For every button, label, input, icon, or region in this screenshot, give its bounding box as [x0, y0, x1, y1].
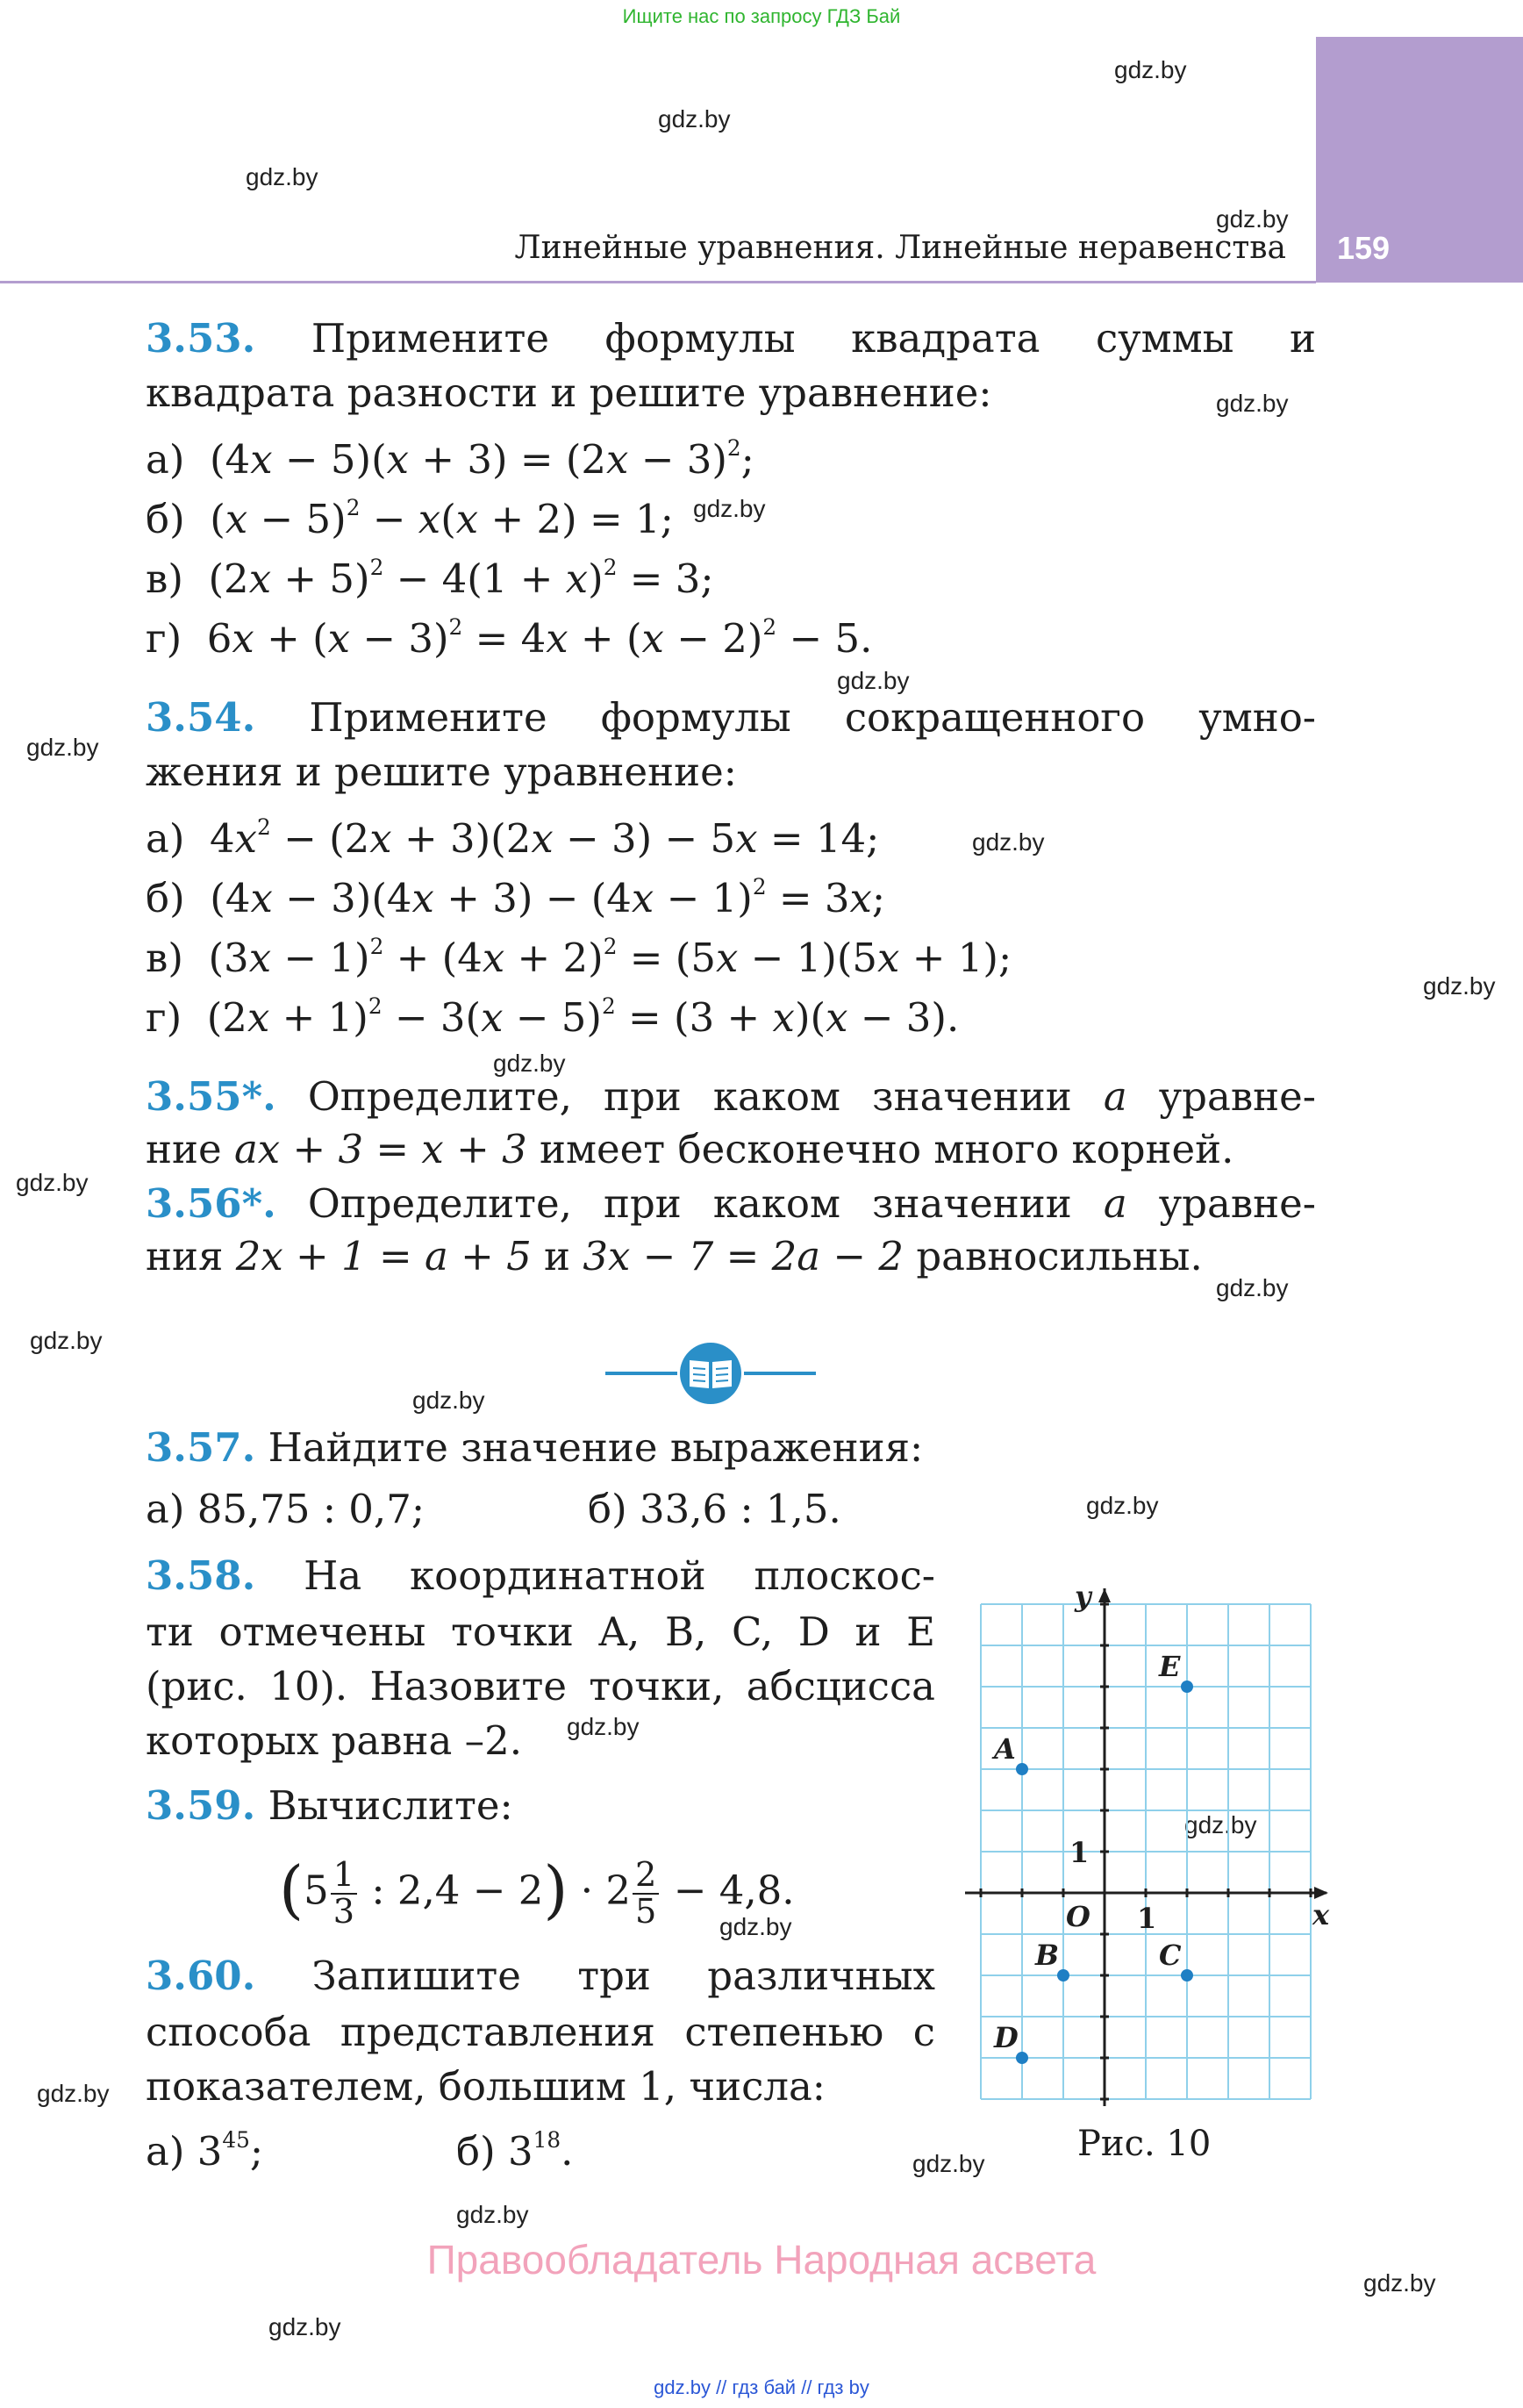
top-banner[interactable]: Ищите нас по запросу ГДЗ Бай	[622, 5, 901, 27]
point-c	[1181, 1969, 1193, 1982]
problem-number: 3.58.	[146, 1552, 256, 1599]
watermark: gdz.by	[1216, 205, 1289, 233]
expr-part: · 2	[580, 1867, 632, 1914]
expr-part: 5	[304, 1867, 329, 1914]
problem-3-58-text-3: (рис. 10). Назовите точки, абсцисса	[146, 1663, 935, 1709]
problem-3-54-text-2: жения и решите уравнение:	[146, 749, 737, 795]
equation-d: г) $6x + (x - 3)^2 = 4x + (x - 2)^2 - 5$.	[146, 614, 873, 662]
watermark: gdz.by	[693, 495, 766, 522]
watermark: gdz.by	[26, 734, 99, 761]
footer-links[interactable]: gdz.by // гдз бай // гдз by	[654, 2376, 869, 2398]
problem-text: Примените формулы квадрата суммы и	[311, 315, 1316, 362]
watermark: gdz.by	[456, 2201, 529, 2228]
problem-text: равносильны.	[916, 1233, 1203, 1279]
problem-3-53-text	[146, 312, 1316, 365]
point-a	[1016, 1763, 1028, 1775]
point-label-e: E	[1159, 1650, 1181, 1683]
problem-text: имеет бесконечно много корней.	[540, 1126, 1234, 1172]
problem-3-56-text-2	[146, 1230, 1203, 1283]
coordinate-plane-figure	[965, 1580, 1330, 2115]
equation: 3x − 7 = 2a − 2	[583, 1233, 905, 1279]
problem-number: 3.55*.	[146, 1073, 276, 1120]
problem-3-60-text-2: способа представления степенью с	[146, 2009, 935, 2055]
watermark: gdz.by	[1184, 1811, 1257, 1838]
problem-text: уравне-	[1158, 1180, 1316, 1227]
header-rule	[0, 281, 1316, 283]
problem-number: 3.54.	[146, 694, 256, 741]
figure-caption: Рис. 10	[1077, 2124, 1212, 2164]
problem-text: Найдите значение выражения:	[268, 1424, 924, 1471]
watermark: gdz.by	[912, 2150, 985, 2177]
problem-text: уравне-	[1158, 1073, 1316, 1120]
x-unit-label: 1	[1137, 1902, 1157, 1935]
watermark: gdz.by	[837, 667, 910, 694]
equation-b: б) $(x - 5)^2 - x(x + 2) = 1$;	[146, 495, 674, 542]
problem-number: 3.59.	[146, 1782, 256, 1829]
point-label-b: B	[1035, 1939, 1060, 1972]
equation-a: а) $(4x - 5)(x + 3) = (2x - 3)^2$;	[146, 435, 754, 483]
problem-3-54-text	[146, 692, 1316, 744]
y-unit-label: 1	[1069, 1836, 1090, 1869]
watermark: gdz.by	[1216, 390, 1289, 417]
watermark: gdz.by	[30, 1327, 103, 1354]
problem-3-57-a: а) 85,75 : 0,7;	[146, 1486, 425, 1532]
problem-3-56-text	[146, 1178, 1316, 1230]
x-axis-arrow	[1314, 1887, 1328, 1899]
copyright-notice: Правообладатель Народная асвета	[426, 2237, 1097, 2283]
watermark: gdz.by	[1363, 2269, 1436, 2297]
equation: ax + 3 = x + 3	[233, 1126, 527, 1172]
point-label-d: D	[994, 2021, 1019, 2054]
watermark: gdz.by	[972, 828, 1045, 856]
problem-text: На координатной плоскос-	[304, 1552, 935, 1599]
equation: 2x + 1 = a + 5	[235, 1233, 532, 1279]
problem-text: Определите, при каком значении	[307, 1073, 1072, 1120]
y-axis-arrow	[1098, 1588, 1111, 1602]
equation-a: а) $4x^2 - (2x + 3)(2x - 3) - 5x = 14$;	[146, 814, 880, 862]
point-label-a: A	[994, 1732, 1016, 1766]
equation-d: г) $(2x + 1)^2 - 3(x - 5)^2 = (3 + x)(x - 3)$.	[146, 993, 960, 1041]
origin-label: O	[1066, 1900, 1090, 1933]
watermark: gdz.by	[1114, 56, 1187, 83]
fraction: $\frac{1}{3}$	[331, 1858, 357, 1930]
watermark: gdz.by	[1216, 1274, 1289, 1301]
watermark: gdz.by	[493, 1050, 566, 1077]
watermark: gdz.by	[1423, 972, 1496, 1000]
watermark: gdz.by	[246, 163, 318, 190]
problem-3-59-expression: (5 $\frac{1}{3}$ : 2,4 − 2) · 2 $\frac{2}{5}$ − 4,8.	[279, 1853, 795, 1931]
problem-3-58-text	[146, 1550, 935, 1602]
expr-part: − 4,8.	[673, 1867, 795, 1914]
problem-number: 3.56*.	[146, 1180, 276, 1227]
book-icon	[680, 1343, 741, 1404]
problem-text: Определите, при каком значении	[307, 1180, 1072, 1227]
watermark: gdz.by	[412, 1387, 485, 1414]
watermark: gdz.by	[16, 1169, 89, 1196]
watermark: gdz.by	[567, 1713, 640, 1740]
variable: a	[1103, 1073, 1127, 1120]
problem-text: ния	[146, 1233, 224, 1279]
equation-c: в) $(2x + 5)^2 - 4(1 + x)^2 = 3$;	[146, 555, 714, 602]
point-e	[1181, 1681, 1193, 1693]
problem-3-59-text	[146, 1780, 513, 1832]
problem-3-60-text-3: показателем, большим 1, числа:	[146, 2063, 826, 2110]
problem-3-53-text-2: квадрата разности и решите уравнение:	[146, 369, 992, 416]
point-label-c: C	[1159, 1939, 1182, 1972]
problem-3-58-text-2: ти отмечены точки A, B, C, D и E	[146, 1609, 935, 1655]
watermark: gdz.by	[37, 2080, 110, 2107]
problem-text: ние	[146, 1126, 222, 1172]
expr-part: : 2,4 − 2	[371, 1867, 544, 1914]
problem-text: и	[544, 1233, 571, 1279]
problem-3-55-text-2	[146, 1123, 1233, 1176]
running-title: Линейные уравнения. Линейные неравенства	[514, 230, 1286, 266]
page-number: 159	[1337, 230, 1391, 266]
watermark: gdz.by	[719, 1913, 792, 1940]
problem-text: Примените формулы сокращенного умно-	[309, 694, 1316, 741]
section-divider	[605, 1343, 816, 1404]
problem-3-55-text	[146, 1071, 1316, 1123]
variable: a	[1103, 1180, 1127, 1227]
problem-3-60-text	[146, 1950, 935, 2003]
problem-number: 3.57.	[146, 1424, 256, 1471]
problem-3-60-a: а) $3^{45}$;	[146, 2127, 263, 2175]
watermark: gdz.by	[1086, 1492, 1159, 1519]
problem-text: Запишите три различных	[311, 1953, 935, 1999]
equation-b: б) $(4x - 3)(4x + 3) - (4x - 1)^2 = 3x$;	[146, 874, 886, 921]
problem-3-58-text-4: которых равна –2.	[146, 1717, 523, 1764]
watermark: gdz.by	[268, 2313, 341, 2340]
problem-3-60-b: б) $3^{18}$.	[456, 2127, 574, 2175]
problem-number: 3.60.	[146, 1953, 256, 1999]
watermark: gdz.by	[658, 105, 731, 133]
equation-c: в) $(3x - 1)^2 + (4x + 2)^2 = (5x - 1)(5x + 1)$;	[146, 934, 1012, 981]
fraction: $\frac{2}{5}$	[633, 1858, 659, 1930]
problem-3-57-text	[146, 1422, 923, 1474]
y-axis-label: y	[1075, 1580, 1091, 1613]
problem-text: Вычислите:	[268, 1782, 513, 1829]
x-axis-label: x	[1312, 1898, 1330, 1931]
problem-3-57-b: б) 33,6 : 1,5.	[588, 1486, 841, 1532]
problem-number: 3.53.	[146, 315, 256, 362]
point-b	[1057, 1969, 1069, 1982]
